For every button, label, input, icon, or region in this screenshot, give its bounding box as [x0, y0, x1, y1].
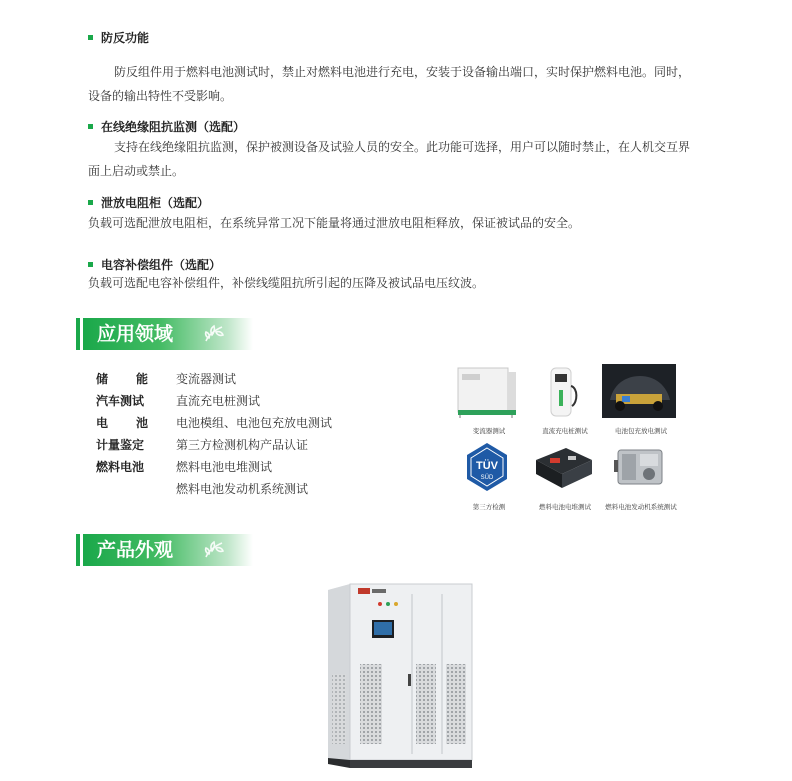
application-row [96, 390, 332, 412]
leaf-icon [203, 324, 225, 344]
feature-body-discharge-cabinet [88, 211, 728, 235]
application-key: 能 [135, 372, 148, 386]
thumbnail-battery-pack [602, 364, 680, 435]
bullet-icon [88, 200, 93, 205]
thumbnail-charging-pile [526, 364, 604, 435]
application-value: 燃料电池发动机系统测试 [176, 482, 309, 496]
feature-body-line: 负载可选配泄放电阻柜，在系统异常工况下能量将通过泄放电阻柜释放，保证被试品的安全。 [88, 216, 581, 230]
feature-title-text: 泄放电阻柜（选配） [101, 196, 210, 210]
logo-text: SÜD [480, 475, 494, 481]
application-value: 第三方检测机构产品认证 [176, 438, 309, 452]
thumbnail-caption: 燃料电池发动机系统测试 [605, 503, 677, 511]
bullet-icon [88, 35, 93, 40]
feature-body-capacitor-compensation [88, 271, 728, 295]
section-header-product [76, 534, 253, 566]
battery-pack-icon [602, 364, 676, 418]
feature-body-line: 设备的输出特性不受影响。 [88, 89, 233, 103]
feature-body-line: 面上启动或禁止。 [88, 164, 185, 178]
section-accent-bar [76, 534, 80, 566]
application-row [96, 434, 332, 456]
thumbnail-caption: 电池包充放电测试 [615, 427, 667, 435]
thumbnail-fuel-cell-engine [602, 440, 680, 511]
feature-body-insulation-monitor [88, 135, 728, 183]
fuel-cell-stack-icon [526, 440, 600, 494]
section-title: 产品外观 [97, 539, 174, 561]
thumbnail-caption: 第三方检测 [472, 503, 506, 511]
application-key: 汽车测试 [96, 394, 145, 408]
application-key [96, 478, 176, 500]
charging-pile-icon [526, 364, 600, 418]
application-row [96, 456, 332, 478]
thumbnail-caption: 变流器测试 [472, 427, 506, 435]
application-value: 燃料电池电堆测试 [176, 460, 273, 474]
feature-title-text: 在线绝缘阻抗监测（选配） [101, 120, 246, 134]
section-title: 应用领域 [97, 323, 174, 345]
application-value: 直流充电桩测试 [176, 394, 261, 408]
application-key: 池 [135, 416, 148, 430]
feature-title-discharge-cabinet [88, 194, 209, 211]
bullet-icon [88, 124, 93, 129]
feature-title-reverse-protection [88, 29, 149, 46]
feature-body-line: 防反组件用于燃料电池测试时，禁止对燃料电池进行充电，安装于设备输出端口，实时保护燃料电池。同时， [114, 65, 691, 79]
tuv-sud-logo [450, 440, 524, 494]
application-key: 燃料电池 [96, 460, 145, 474]
section-title-bg [83, 534, 253, 566]
section-title-bg [83, 318, 253, 350]
fuel-cell-engine-icon [602, 440, 676, 494]
applications-list [96, 368, 332, 500]
section-accent-bar [76, 318, 80, 350]
thumbnail-caption: 燃料电池电堆测试 [539, 503, 591, 511]
application-key: 电 [96, 416, 109, 430]
feature-body-line: 负载可选配电容补偿组件，补偿线缆阻抗所引起的压降及被试品电压纹波。 [88, 276, 485, 290]
leaf-icon [203, 540, 225, 560]
thumbnail-inverter [450, 364, 528, 435]
product-cabinet-image [322, 582, 478, 772]
application-value: 电池模组、电池包充放电测试 [176, 416, 333, 430]
inverter-cabinet-icon [450, 364, 524, 418]
feature-title-text: 防反功能 [101, 31, 150, 45]
feature-title-insulation-monitor [88, 118, 245, 135]
application-row [96, 412, 332, 434]
logo-text: TÜV [476, 460, 498, 472]
feature-body-reverse-protection [88, 60, 728, 108]
feature-body-line: 支持在线绝缘阻抗监测，保护被测设备及试验人员的安全。此功能可选择，用户可以随时禁止，在人机交互界 [114, 140, 691, 154]
thumbnail-caption: 直流充电桩测试 [542, 427, 588, 435]
application-key: 计量鉴定 [96, 438, 145, 452]
thumbnail-fuel-cell-stack [526, 440, 604, 511]
thumbnail-third-party [450, 440, 528, 511]
application-row [96, 478, 332, 500]
application-value: 变流器测试 [176, 372, 237, 386]
feature-title-text: 电容补偿组件（选配） [101, 258, 222, 272]
application-row [96, 368, 332, 390]
application-key: 储 [96, 372, 109, 386]
section-header-applications [76, 318, 253, 350]
bullet-icon [88, 262, 93, 267]
